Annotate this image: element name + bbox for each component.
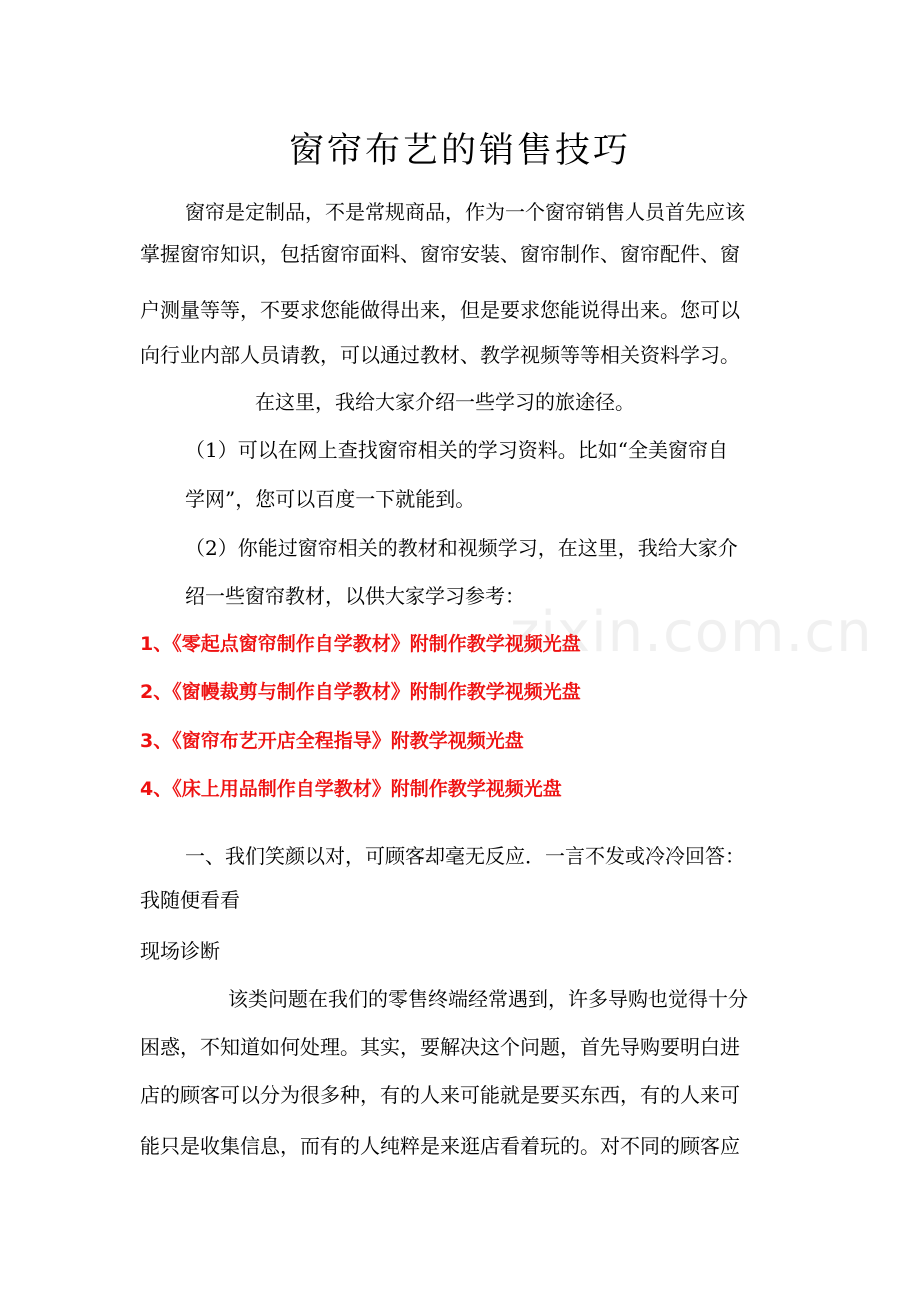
point-1-line-2: 学网”，您可以百度一下就能到。 <box>185 487 476 511</box>
page-title: 窗帘布艺的销售技巧 <box>288 131 631 171</box>
point-2-line-1: （2）你能过窗帘相关的教材和视频学习，在这里，我给大家介 <box>185 536 738 560</box>
intro-line-1: 窗帘是定制品，不是常规商品，作为一个窗帘销售人员首先应该 <box>185 200 745 224</box>
section-1-heading-line-2: 我随便看看 <box>140 888 240 912</box>
book-item-2: 2、《窗幔裁剪与制作自学教材》附制作教学视频光盘 <box>140 681 581 703</box>
diagnosis-line-2: 困惑，不知道如何处理。其实，要解决这个问题，首先导购要明白进 <box>140 1035 740 1059</box>
book-item-1: 1、《零起点窗帘制作自学教材》附制作教学视频光盘 <box>140 633 581 655</box>
book-item-4: 4、《床上用品制作自学教材》附制作教学视频光盘 <box>140 778 562 800</box>
intro-line-4: 向行业内部人员请教，可以通过教材、教学视频等等相关资料学习。 <box>140 343 740 367</box>
diagnosis-heading: 现场诊断 <box>140 939 220 963</box>
diagnosis-line-4: 能只是收集信息，而有的人纯粹是来逛店看着玩的。对不同的顾客应 <box>140 1134 740 1158</box>
diagnosis-line-1: 该类问题在我们的零售终端经常遇到，许多导购也觉得十分 <box>228 987 748 1011</box>
point-1-line-1: （1）可以在网上查找窗帘相关的学习资料。比如“全美窗帘自 <box>185 438 728 462</box>
point-2-line-2: 绍一些窗帘教材，以供大家学习参考： <box>185 584 525 608</box>
intro-line-2: 掌握窗帘知识，包括窗帘面料、窗帘安装、窗帘制作、窗帘配件、窗 <box>140 242 740 266</box>
diagnosis-line-3: 店的顾客可以分为很多种，有的人来可能就是要买东西，有的人来可 <box>140 1083 740 1107</box>
intro-line-5: 在这里，我给大家介绍一些学习的旅途径。 <box>255 390 635 414</box>
section-1-heading-line-1: 一、我们笑颜以对，可顾客却毫无反应．一言不发或冷冷回答： <box>185 844 745 868</box>
watermark: zixin.com.cn <box>510 600 873 665</box>
book-item-3: 3、《窗帘布艺开店全程指导》附教学视频光盘 <box>140 730 524 752</box>
intro-line-3: 户测量等等，不要求您能做得出来，但是要求您能说得出来。您可以 <box>140 298 740 322</box>
